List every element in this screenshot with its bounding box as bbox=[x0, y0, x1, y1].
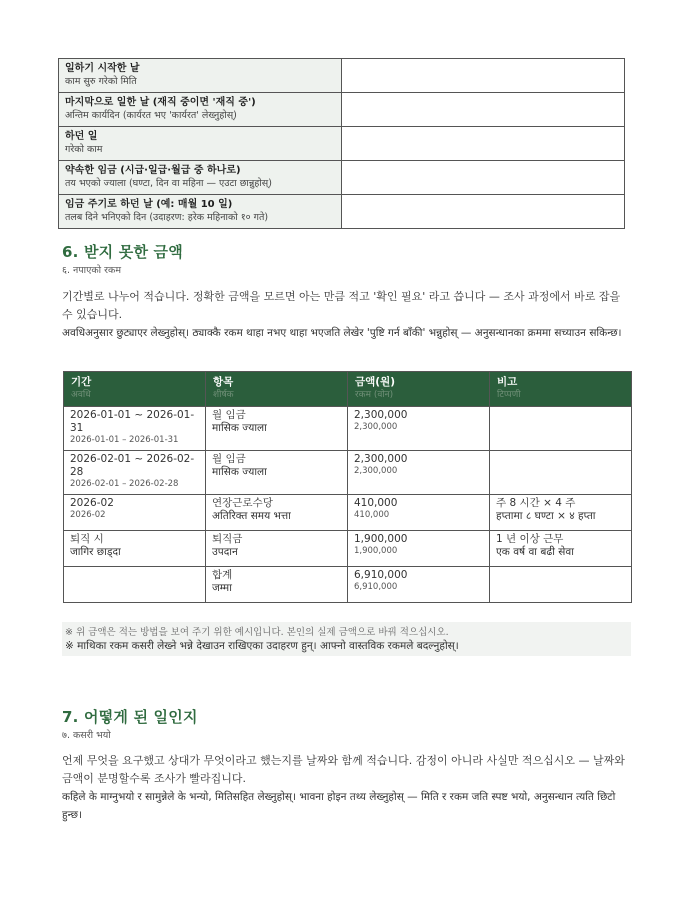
form-label-ko: 마지막으로 일한 날 (재직 중이면 '재직 중') bbox=[65, 97, 256, 108]
header-ne: रकम (वोन) bbox=[355, 390, 394, 400]
section-6-paragraph-ne: अवधिअनुसार छुट्याएर लेख्नुहोस्। ठ्याक्कै रकम थाहा नभए थाहा भएजति लेखेर 'पुष्टि गर्न बाँकी' भन्नुहोस् — अनुसन्धानका क्रममा सच्याउन सकिन्छ। bbox=[62, 327, 622, 339]
header-item bbox=[206, 372, 348, 407]
note-cell bbox=[490, 531, 632, 567]
table-row bbox=[64, 495, 632, 531]
item-cell bbox=[206, 495, 348, 531]
section-6-paragraph bbox=[62, 288, 632, 342]
note-cell bbox=[490, 567, 632, 603]
section-7-title: 7. 어떻게 된 일인지 bbox=[62, 708, 198, 726]
period-cell bbox=[64, 451, 206, 495]
period-cell bbox=[64, 567, 206, 603]
note-ne: एक वर्ष वा बढी सेवा bbox=[496, 546, 574, 558]
example-note-box bbox=[62, 622, 631, 656]
amount-text: 2,300,000 bbox=[354, 409, 408, 421]
item-ko: 월 임금 bbox=[212, 453, 246, 465]
amount-cell bbox=[348, 567, 490, 603]
period-cell bbox=[64, 407, 206, 451]
item-cell bbox=[206, 531, 348, 567]
form-label-ko: 하던 일 bbox=[65, 131, 98, 142]
form-row-start-date bbox=[59, 59, 625, 93]
section-6-subtitle: ६. नपाएको रकम bbox=[62, 265, 122, 276]
period-text: 2026-01-01 ~ 2026-01-31 bbox=[70, 409, 195, 434]
header-note bbox=[490, 372, 632, 407]
period-subtext: 2026-01-01 – 2026-01-31 bbox=[70, 435, 179, 445]
period-cell bbox=[64, 531, 206, 567]
amount-subtext: 6,910,000 bbox=[354, 582, 398, 592]
header-ko: 항목 bbox=[213, 376, 234, 388]
amount-text: 2,300,000 bbox=[354, 453, 408, 465]
item-ne: जम्मा bbox=[212, 582, 232, 594]
amount-text: 6,910,000 bbox=[354, 569, 408, 581]
note-cell bbox=[490, 407, 632, 451]
item-cell bbox=[206, 407, 348, 451]
amount-text: 410,000 bbox=[354, 497, 398, 509]
header-ne: अवधि bbox=[71, 390, 91, 400]
form-label-cell bbox=[59, 59, 342, 93]
header-ko: 기간 bbox=[71, 376, 92, 388]
table-row bbox=[64, 531, 632, 567]
form-label-cell bbox=[59, 195, 342, 229]
item-ne: मासिक ज्याला bbox=[212, 466, 267, 478]
table-row bbox=[64, 451, 632, 495]
worker-info-form-table bbox=[58, 58, 625, 229]
period-subtext: 2026-02 bbox=[70, 510, 106, 520]
form-label-ne: तय भएको ज्याला (घण्टा, दिन वा महिना — एउटा छान्नुहोस्) bbox=[65, 178, 272, 189]
form-label-ko: 일하기 시작한 날 bbox=[65, 63, 140, 74]
header-ko: 금액(원) bbox=[355, 376, 396, 388]
form-label-ne: काम सुरु गरेको मिति bbox=[65, 76, 137, 87]
table-row bbox=[64, 407, 632, 451]
section-7-paragraph bbox=[62, 752, 632, 824]
item-cell bbox=[206, 567, 348, 603]
item-ne: उपदान bbox=[212, 546, 238, 558]
header-ne: टिप्पणी bbox=[497, 390, 521, 400]
amount-cell bbox=[348, 531, 490, 567]
item-ko: 합계 bbox=[212, 569, 233, 581]
unpaid-amount-table bbox=[63, 371, 632, 603]
item-ko: 퇴직금 bbox=[212, 533, 243, 545]
form-row-last-date bbox=[59, 93, 625, 127]
form-row-payday bbox=[59, 195, 625, 229]
form-row-job bbox=[59, 127, 625, 161]
section-7-subtitle: ७. कसरी भयो bbox=[62, 730, 111, 741]
amount-cell bbox=[348, 407, 490, 451]
form-label-ko: 약속한 임금 (시급·일급·월급 중 하나로) bbox=[65, 165, 241, 176]
form-label-ko: 임금 주기로 하던 날 (예: 매월 10 일) bbox=[65, 199, 233, 210]
section-6-title: 6. 받지 못한 금액 bbox=[62, 243, 183, 261]
amount-subtext: 2,300,000 bbox=[354, 466, 398, 476]
header-period bbox=[64, 372, 206, 407]
table-header-row bbox=[64, 372, 632, 407]
job-field[interactable] bbox=[342, 127, 625, 161]
form-label-ne: गरेको काम bbox=[65, 144, 103, 155]
item-ko: 월 임금 bbox=[212, 409, 246, 421]
table-row-total bbox=[64, 567, 632, 603]
note-ko: 1 년 이상 근무 bbox=[496, 533, 564, 545]
form-row-wage bbox=[59, 161, 625, 195]
note-ko: 주 8 시간 × 4 주 bbox=[496, 497, 576, 509]
form-label-ne: अन्तिम कार्यदिन (कार्यरत भए 'कार्यरत' लेख्नुहोस्) bbox=[65, 110, 237, 121]
amount-subtext: 410,000 bbox=[354, 510, 390, 520]
period-ne: जागिर छाड्दा bbox=[70, 546, 121, 558]
amount-subtext: 2,300,000 bbox=[354, 422, 398, 432]
note-cell bbox=[490, 495, 632, 531]
amount-cell bbox=[348, 495, 490, 531]
section-7-paragraph-ko: 언제 무엇을 요구했고 상대가 무엇이라고 했는지를 날짜와 함께 적습니다. 감정이 아니라 사실만 적으십시오 — 날짜와 금액이 분명할수록 조사가 빨라집니다. bbox=[62, 754, 625, 785]
last-date-field[interactable] bbox=[342, 93, 625, 127]
period-subtext: 2026-02-01 – 2026-02-28 bbox=[70, 479, 179, 489]
period-text: 2026-02-01 ~ 2026-02-28 bbox=[70, 453, 195, 478]
form-label-cell bbox=[59, 127, 342, 161]
period-cell bbox=[64, 495, 206, 531]
amount-cell bbox=[348, 451, 490, 495]
header-amount bbox=[348, 372, 490, 407]
form-label-cell bbox=[59, 93, 342, 127]
amount-subtext: 1,900,000 bbox=[354, 546, 398, 556]
header-ne: शीर्षक bbox=[213, 390, 234, 400]
section-6-paragraph-ko: 기간별로 나누어 적습니다. 정확한 금액을 모르면 아는 만큼 적고 '확인 필요' 라고 씁니다 — 조사 과정에서 바로 잡을 수 있습니다. bbox=[62, 290, 621, 321]
payday-field[interactable] bbox=[342, 195, 625, 229]
section-7-paragraph-ne: कहिले के माग्नुभयो र सामुन्नेले के भन्यो, मितिसहित लेख्नुहोस्। भावना होइन तथ्य लेख्नुहोस् — मिति र रकम जति स्पष्ट भयो, अनुसन्धान त्यति छिटो हुन्छ। bbox=[62, 791, 616, 821]
header-ko: 비고 bbox=[497, 376, 518, 388]
wage-field[interactable] bbox=[342, 161, 625, 195]
item-ne: मासिक ज्याला bbox=[212, 422, 267, 434]
start-date-field[interactable] bbox=[342, 59, 625, 93]
item-ne: अतिरिक्त समय भत्ता bbox=[212, 510, 291, 522]
item-cell bbox=[206, 451, 348, 495]
note-cell bbox=[490, 451, 632, 495]
item-ko: 연장근로수당 bbox=[212, 497, 273, 509]
amount-text: 1,900,000 bbox=[354, 533, 408, 545]
form-label-cell bbox=[59, 161, 342, 195]
example-note-ko: ※ 위 금액은 적는 방법을 보여 주기 위한 예시입니다. 본인의 실제 금액으로 바꿔 적으십시오. bbox=[65, 627, 449, 638]
period-text: 퇴직 시 bbox=[70, 533, 104, 545]
period-text: 2026-02 bbox=[70, 497, 114, 509]
form-label-ne: तलब दिने भनिएको दिन (उदाहरण: हरेक महिनाको १० गते) bbox=[65, 212, 269, 223]
example-note-ne: ※ माथिका रकम कसरी लेख्ने भन्ने देखाउन राखिएका उदाहरण हुन्। आफ्नो वास्तविक रकमले बदल्नुहोस्। bbox=[65, 640, 459, 652]
note-ne: हप्तामा ८ घण्टा × ४ हप्ता bbox=[496, 510, 596, 522]
